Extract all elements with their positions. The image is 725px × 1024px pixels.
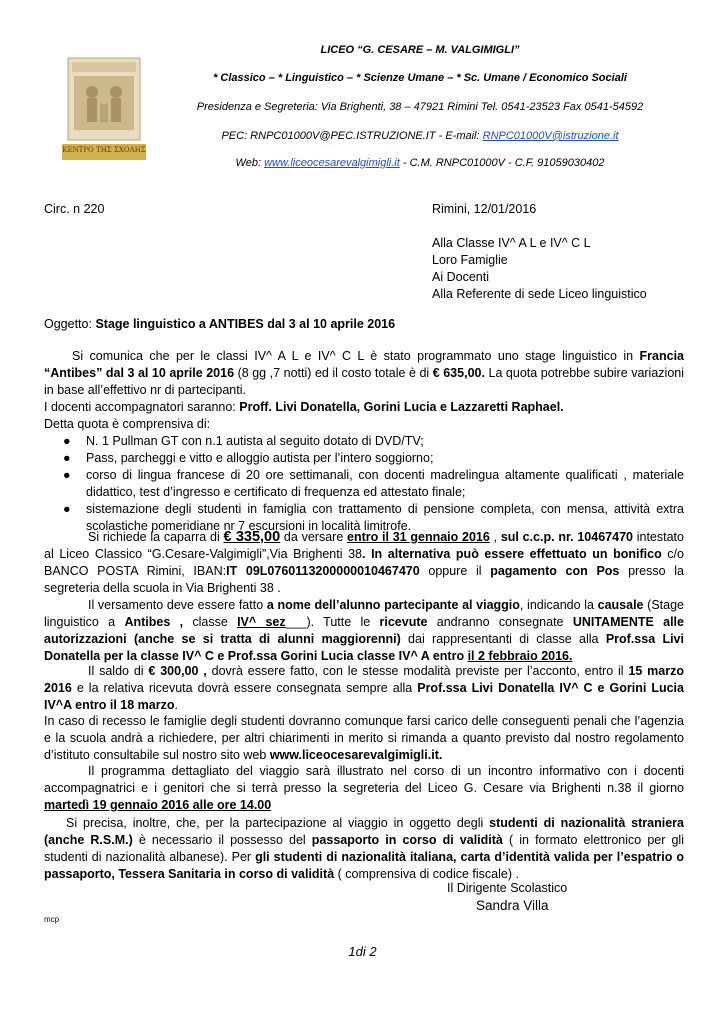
school-address: Presidenza e Segreteria: Via Brighenti, 38 – 47921 Rimini Tel. 0541-23523 Fax 0541-54592	[196, 101, 644, 113]
author-initials: mcp	[44, 915, 60, 924]
intro-paragraph: Si comunica che per le classi IV^ A L e IV^ C L è stato programmato uno stage linguistico in Francia “Antibes” dal 3 al 10 aprile 2016 (8 gg ,7 notti) ed il costo totale è di € 635,00. La quota potrebbe subire variazioni in base all’effettivo nr di partecipanti. I docenti accompagnatori saranno: Proff. Livi Donatella, Gorini Lucia e Lazzaretti Raphael. Detta quota è comprensiva di:	[44, 349, 684, 431]
recipient: Loro Famiglie	[432, 253, 508, 267]
signature-title: Il Dirigente Scolastico	[447, 881, 568, 895]
recipient: Ai Docenti	[432, 270, 489, 284]
documents-paragraph: Si precisa, inoltre, che, per la partecipazione al viaggio in oggetto degli studenti di nazionalità straniera (anche R.S.M.) è necessario il possesso del passaporto in corso di validità ( in formato elettronico per gli studenti di nazionalità albanese). Per gli studenti di nazionalità italiana, carta d’identità valida per l’espatrio o passaporto, Tessera Sanitaria in corso di validità ( comprensiva di codice fiscale) .	[44, 816, 684, 881]
docenti-line: I docenti accompagnatori saranno: Proff. Livi Donatella, Gorini Lucia e Lazzaretti Raphael.	[44, 400, 564, 414]
withdrawal-paragraph: In caso di recesso le famiglie degli studenti dovranno comunque farsi carico delle conseguenti penali che l’agenzia e la scuola andrà a richiedere, per altri chiarimenti in merito si rimanda a quanto previsto dal nostro regolamento d’istituto consultabile sul nostro sito web www.liceocesarevalgimigli.it.	[44, 714, 684, 762]
logo-caption: ΚΕΝΤΡΟ ΤΗΣ ΣΧΟΛΗΣ	[62, 146, 146, 154]
signature-name: Sandra Villa	[476, 898, 549, 913]
school-web: Web: www.liceocesarevalgimigli.it - C.M. RNPC01000V - C.F. 91059030402	[235, 157, 605, 169]
email-link[interactable]: RNPC01000V@istruzione.it	[482, 130, 619, 142]
circular-number: Circ. n 220	[44, 202, 105, 216]
list-item: ● N. 1 Pullman GT con n.1 autista al seguito dotato di DVD/TV;	[63, 434, 424, 448]
list-item: ● sistemazione degli studenti in famiglia con trattamento di pensione completa, con mensa, attività extra scolastiche pomeridiane nr 7 escursioni in località limitrofe.	[63, 502, 684, 533]
school-logo	[62, 56, 146, 164]
included-items-list	[44, 433, 684, 535]
balance-paragraph: Il saldo di € 300,00 , dovrà essere fatto, con le stesse modalità previste per l’acconto, entro il 15 marzo 2016 e la relativa ricevuta dovrà essere consegnata sempre alla Prof.ssa Livi Donatella IV^ C e Gorini Lucia IV^A entro il 18 marzo.	[44, 664, 684, 712]
place-date: Rimini, 12/01/2016	[432, 202, 537, 216]
page-number: 1di 2	[348, 944, 377, 959]
subject: Oggetto: Stage linguistico a ANTIBES dal 3 al 10 aprile 2016	[44, 317, 396, 331]
website-link[interactable]: www.liceocesarevalgimigli.it	[264, 157, 400, 169]
recipient: Alla Referente di sede Liceo linguistico	[432, 287, 647, 301]
school-contacts: PEC: RNPC01000V@PEC.ISTRUZIONE.IT - E-mail: RNPC01000V@istruzione.it	[221, 130, 619, 142]
list-item: ● Pass, parcheggi e vitto e alloggio autista per l’intero soggiorno;	[63, 451, 434, 465]
school-name: LICEO “G. CESARE – M. VALGIMIGLI”	[320, 44, 520, 56]
payment-paragraph: Il versamento deve essere fatto a nome dell’alunno partecipante al viaggio, indicando la causale (Stage linguistico a Antibes , classe IV^ sez___). Tutte le ricevute andranno consegnate UNITAMENTE alle autorizzazioni (anche se si tratta di alunni maggiorenni) dai rappresentanti di classe alla Prof.ssa Livi Donatella per la classe IV^ C e Prof.ssa Gorini Lucia classe IV^ A entro il 2 febbraio 2016.	[44, 598, 685, 663]
deposit-paragraph: Si richiede la caparra di € 335,00 da versare entro il 31 gennaio 2016 , sul c.c.p. nr. 10467470 intestato al Liceo Classico “G.Cesare-Valgimigli”,Via Brighenti 38. In alternativa può essere effettuato un bonifico c/o BANCO POSTA Rimini, IBAN:IT 09L0760113200000010467470 oppure il pagamento con Pos presso la segreteria della scuola in Via Brighenti 38 .	[44, 529, 684, 595]
school-tracks: * Classico – * Linguistico – * Scienze Umane – * Sc. Umane / Economico Sociali	[213, 72, 627, 84]
program-paragraph: Il programma dettagliato del viaggio sarà illustrato nel corso di un incontro informativo con i docenti accompagnatrici e i genitori che si terrà presso la segreteria del Liceo G. Cesare via Brighenti n.38 il giorno martedì 19 gennaio 2016 alle ore 14.00	[44, 764, 684, 812]
recipients	[432, 235, 647, 303]
quota-intro: Detta quota è comprensiva di:	[44, 417, 211, 431]
list-item: ● corso di lingua francese di 20 ore settimanali, con docenti madrelingua altamente qualificati , materiale didattico, test d’ingresso e certificato di frequenza ed attestato finale;	[63, 468, 684, 499]
recipient: Alla Classe IV^ A L e IV^ C L	[432, 236, 591, 250]
